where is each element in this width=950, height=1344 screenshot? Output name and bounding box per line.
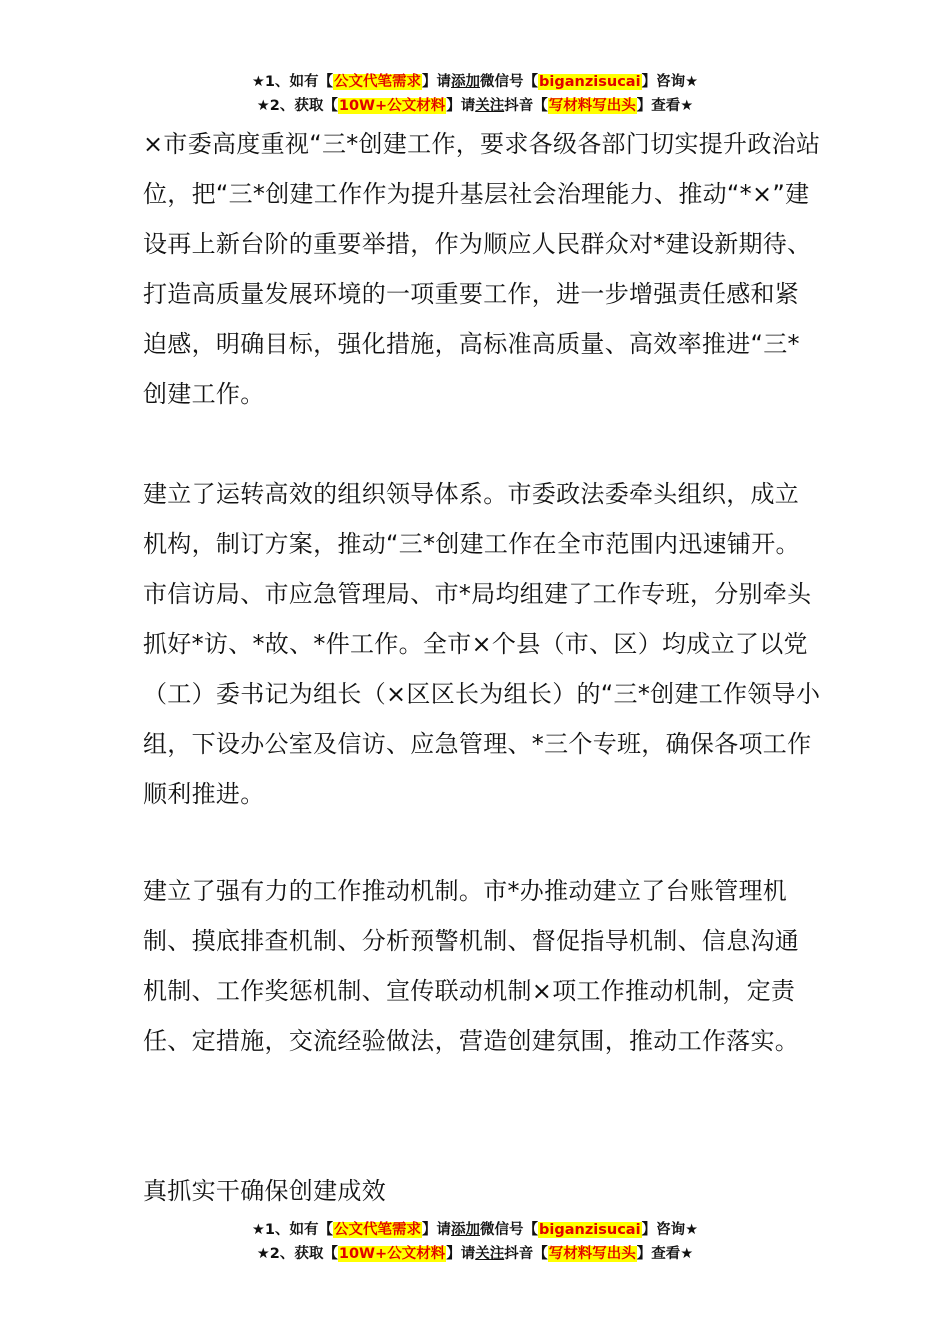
wechat-id: biganzisucai bbox=[539, 1222, 641, 1238]
banner-line-1: ★1、如有【公文代笔需求】请添加微信号【biganzisucai】咨询★ bbox=[251, 74, 699, 90]
highlight-text: 公文代笔需求 bbox=[334, 74, 422, 90]
highlight-text: 公文代笔需求 bbox=[334, 1222, 422, 1238]
highlight-text: 10W+公文材料 bbox=[338, 98, 446, 114]
paragraph-organization: 建立了运转高效的组织领导体系。市委政法委牵头组织，成立机构，制订方案，推动“三*创建工作在全市范围内迅速铺开。市信访局、市应急管理局、市*局均组建了工作专班，分别牵头抓好*访、*故、*件工作。全市×个县（市、区）均成立了以党（工）委书记为组长（×区区长为组长）的“三*创建工作领导小组，下设办公室及信访、应急管理、*三个专班，确保各项工作顺利推进。 bbox=[143, 480, 821, 808]
section-heading: 真抓实干确保创建成效 bbox=[143, 1177, 386, 1205]
highlight-text: 10W+公文材料 bbox=[338, 1246, 446, 1262]
banner-line-1: ★1、如有【公文代笔需求】请添加微信号【biganzisucai】咨询★ bbox=[251, 1222, 699, 1238]
paragraph-mechanism: 建立了强有力的工作推动机制。市*办推动建立了台账管理机制、摸底排查机制、分析预警机制、督促指导机制、信息沟通机制、工作奖惩机制、宣传联动机制×项工作推动机制，定责任、定措施，交流经验做法，营造创建氛围，推动工作落实。 bbox=[143, 877, 800, 1055]
banner-line-2: ★2、获取【10W+公文材料】请关注抖音【写材料写出头】查看★ bbox=[256, 98, 694, 114]
douyin-id: 写材料写出头 bbox=[548, 1246, 636, 1262]
top-banner bbox=[0, 70, 950, 118]
douyin-id: 写材料写出头 bbox=[548, 98, 636, 114]
paragraph-intro: ×市委高度重视“三*创建工作，要求各级各部门切实提升政治站位，把“三*创建工作作为提升基层社会治理能力、推动“*×”建设再上新台阶的重要举措，作为顺应人民群众对*建设新期待、打造高质量发展环境的一项重要工作，进一步增强责任感和紧迫感，明确目标，强化措施，高标准高质量、高效率推进“三*创建工作。 bbox=[143, 130, 821, 408]
wechat-id: biganzisucai bbox=[539, 74, 641, 90]
bottom-banner bbox=[0, 1218, 950, 1266]
banner-line-2: ★2、获取【10W+公文材料】请关注抖音【写材料写出头】查看★ bbox=[256, 1246, 694, 1262]
